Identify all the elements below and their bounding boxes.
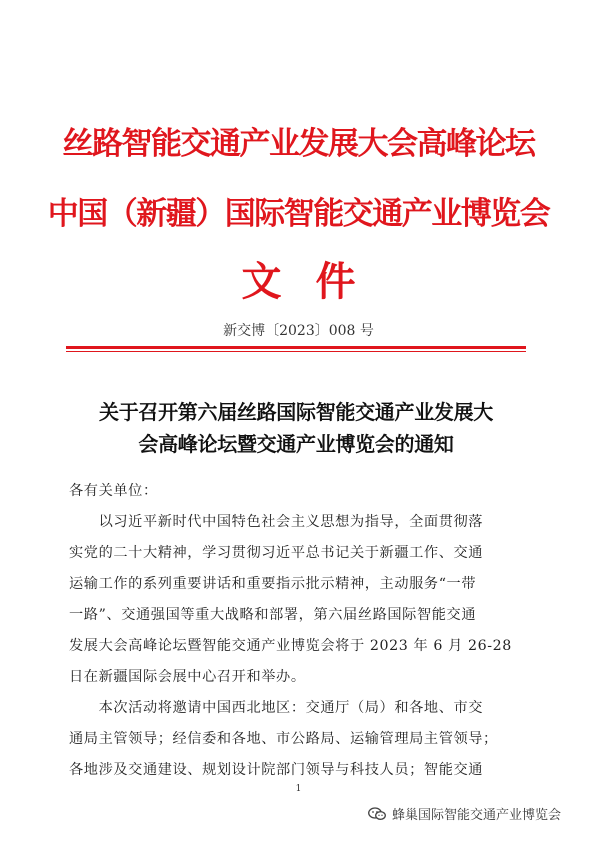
wechat-watermark (368, 804, 561, 823)
body-line: 发展大会高峰论坛暨智能交通产业博览会将于 2023 年 6 月 26-28 (69, 638, 512, 654)
page-number: 1 (295, 784, 302, 794)
header-title-line-1: 丝路智能交通产业发展大会高峰论坛 (62, 126, 535, 162)
notice-title-line-2: 会高峰论坛暨交通产业博览会的通知 (138, 432, 454, 456)
body-line: 运输工作的系列重要讲话和重要指示批示精神，主动服务“一带 (69, 576, 477, 592)
header-title-line-2: 中国（新疆）国际智能交通产业博览会 (47, 196, 550, 232)
body-line: 日在新疆国际会展中心召开和举办。 (69, 669, 306, 685)
salutation: 各有关单位： (69, 483, 158, 499)
body-line: 实党的二十大精神，学习贯彻习近平总书记关于新疆工作、交通 (69, 545, 484, 561)
notice-title-line-1: 关于召开第六届丝路国际智能交通产业发展大 (99, 400, 493, 424)
body-line: 一路”、交通强国等重大战略和部署，第六届丝路国际智能交通 (69, 607, 477, 623)
watermark-text: 蜂巢国际智能交通产业博览会 (392, 808, 562, 823)
body-line: 本次活动将邀请中国西北地区：交通厅（局）和各地、市交 (69, 700, 484, 716)
body-line: 各地涉及交通建设、规划设计院部门领导与科技人员；智能交通 (69, 762, 484, 778)
header-title-line-3: 文件 (241, 259, 390, 305)
body-line: 以习近平新时代中国特色社会主义思想为指导，全面贯彻落 (69, 514, 484, 530)
document-number: 新交博〔2023〕008 号 (223, 323, 374, 339)
red-divider-thick (66, 346, 526, 349)
red-divider-thin (66, 351, 526, 352)
wechat-icon (368, 807, 386, 821)
body-line: 通局主管领导；经信委和各地、市公路局、运输管理局主管领导； (69, 731, 498, 747)
